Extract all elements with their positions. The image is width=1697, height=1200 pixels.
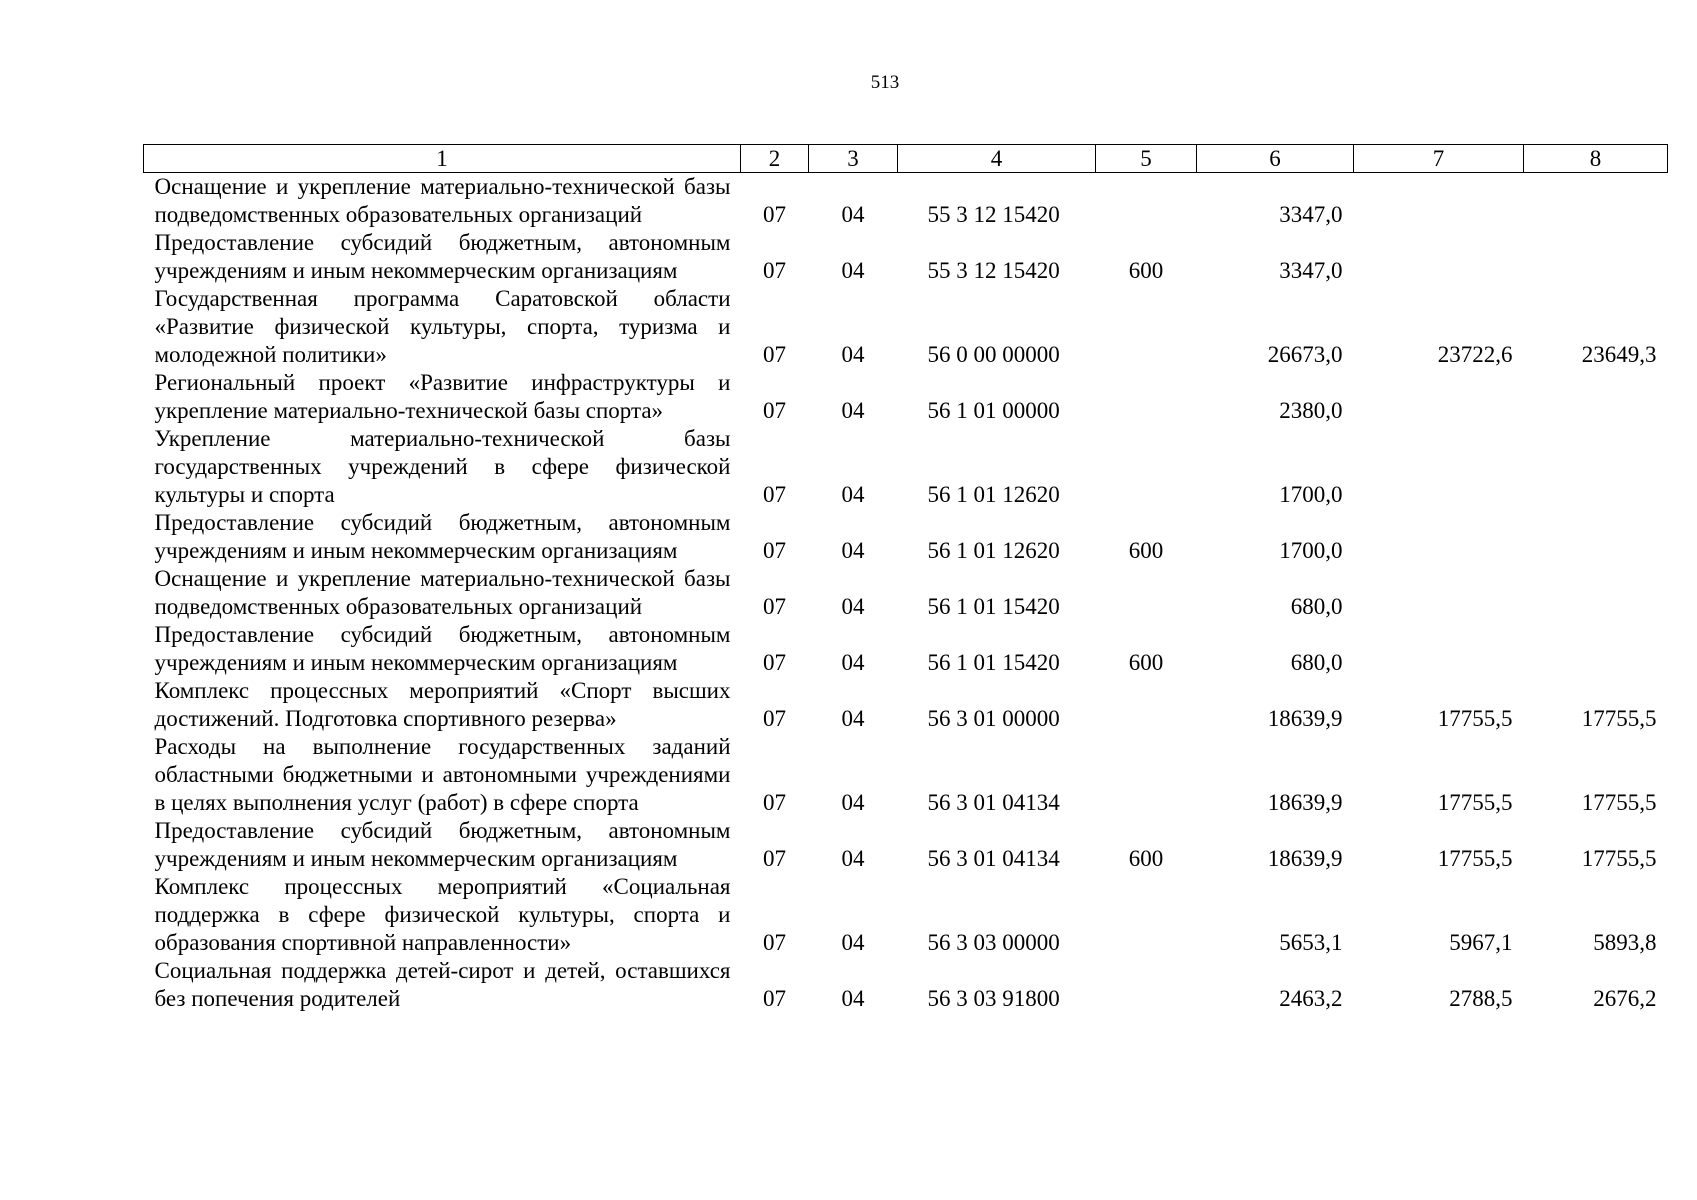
cell-value-8 xyxy=(1524,565,1668,621)
cell-section: 07 xyxy=(763,482,786,507)
cell-expense-type: 600 xyxy=(1128,258,1164,283)
cell-name: Предоставление субсидий бюджетным, автономным учреждениям и иным некоммерческим организациям xyxy=(154,230,731,283)
cell-target-code: 56 3 01 00000 xyxy=(927,706,1060,731)
cell-name: Комплекс процессных мероприятий «Социальная поддержка в сфере физической культуры, спорта и образования спортивной направленности» xyxy=(154,874,731,955)
cell-value-8 xyxy=(1524,425,1668,509)
cell-section: 07 xyxy=(763,398,786,423)
cell-value-6: 680,0 xyxy=(1290,650,1343,675)
cell-value-6: 3347,0 xyxy=(1279,202,1343,227)
cell-target-code: 56 3 03 00000 xyxy=(927,930,1060,955)
cell-value-8 xyxy=(1524,229,1668,285)
cell-value-8 xyxy=(1524,509,1668,565)
cell-expense-type xyxy=(1096,285,1197,369)
table-row xyxy=(144,173,1668,230)
cell-expense-type: 600 xyxy=(1128,846,1164,871)
table-row xyxy=(144,229,1668,285)
cell-subsection: 04 xyxy=(841,986,865,1011)
cell-value-7 xyxy=(1354,369,1524,425)
cell-value-8 xyxy=(1524,621,1668,677)
cell-value-7 xyxy=(1354,173,1524,230)
cell-section: 07 xyxy=(763,202,786,227)
table-row xyxy=(144,817,1668,873)
cell-value-6: 18639,9 xyxy=(1267,846,1343,871)
cell-subsection: 04 xyxy=(841,342,865,367)
column-header-section: 2 xyxy=(741,145,809,173)
cell-value-8: 23649,3 xyxy=(1581,342,1657,367)
cell-value-6: 5653,1 xyxy=(1279,930,1343,955)
cell-name: Социальная поддержка детей-сирот и детей, оставшихся без попечения родителей xyxy=(154,958,731,1011)
cell-target-code: 56 3 01 04134 xyxy=(927,846,1060,871)
table-row xyxy=(144,369,1668,425)
cell-value-7: 17755,5 xyxy=(1437,706,1513,731)
cell-value-7: 17755,5 xyxy=(1437,846,1513,871)
cell-name: Предоставление субсидий бюджетным, автономным учреждениям и иным некоммерческим организациям xyxy=(154,622,731,675)
cell-section: 07 xyxy=(763,706,786,731)
cell-target-code: 56 1 01 15420 xyxy=(927,594,1060,619)
cell-value-6: 1700,0 xyxy=(1279,482,1343,507)
cell-section: 07 xyxy=(763,342,786,367)
cell-value-7 xyxy=(1354,229,1524,285)
cell-section: 07 xyxy=(763,650,786,675)
cell-value-6: 680,0 xyxy=(1290,594,1343,619)
cell-value-7 xyxy=(1354,565,1524,621)
cell-value-6: 2380,0 xyxy=(1279,398,1343,423)
cell-expense-type xyxy=(1096,565,1197,621)
cell-subsection: 04 xyxy=(841,258,865,283)
cell-value-8: 17755,5 xyxy=(1581,790,1657,815)
cell-name: Государственная программа Саратовской области «Развитие физической культуры, спорта, туризма и молодежной политики» xyxy=(154,286,731,367)
cell-expense-type xyxy=(1096,873,1197,957)
cell-target-code: 56 1 01 15420 xyxy=(927,650,1060,675)
cell-value-7: 17755,5 xyxy=(1437,790,1513,815)
cell-subsection: 04 xyxy=(841,594,865,619)
cell-name: Региональный проект «Развитие инфраструктуры и укрепление материально-технической базы спорта» xyxy=(154,370,731,423)
cell-expense-type xyxy=(1096,173,1197,230)
cell-expense-type: 600 xyxy=(1128,650,1164,675)
table-row xyxy=(144,285,1668,369)
cell-subsection: 04 xyxy=(841,538,865,563)
cell-name: Укрепление материально-технической базы государственных учреждений в сфере физической культуры и спорта xyxy=(154,426,731,507)
cell-expense-type: 600 xyxy=(1128,538,1164,563)
cell-value-8: 2676,2 xyxy=(1593,986,1657,1011)
cell-value-7 xyxy=(1354,509,1524,565)
cell-expense-type xyxy=(1096,369,1197,425)
cell-name: Расходы на выполнение государственных заданий областными бюджетными и автономными учреждениями в целях выполнения услуг (работ) в сфере спорта xyxy=(154,734,731,815)
budget-table xyxy=(143,144,1668,1013)
cell-section: 07 xyxy=(763,846,786,871)
header-row xyxy=(144,145,1668,173)
column-header-value-6: 6 xyxy=(1197,145,1354,173)
column-header-value-7: 7 xyxy=(1354,145,1524,173)
cell-value-6: 18639,9 xyxy=(1267,706,1343,731)
cell-subsection: 04 xyxy=(841,398,865,423)
cell-value-7: 23722,6 xyxy=(1437,342,1513,367)
cell-subsection: 04 xyxy=(841,202,865,227)
cell-target-code: 56 3 03 91800 xyxy=(927,986,1060,1011)
cell-value-7: 2788,5 xyxy=(1449,986,1513,1011)
cell-target-code: 56 3 01 04134 xyxy=(927,790,1060,815)
table-row xyxy=(144,565,1668,621)
cell-name: Предоставление субсидий бюджетным, автономным учреждениям и иным некоммерческим организациям xyxy=(154,818,731,871)
cell-value-6: 3347,0 xyxy=(1279,258,1343,283)
table-row xyxy=(144,873,1668,957)
cell-expense-type xyxy=(1096,733,1197,817)
cell-target-code: 55 3 12 15420 xyxy=(927,258,1060,283)
cell-value-7 xyxy=(1354,621,1524,677)
cell-value-7 xyxy=(1354,425,1524,509)
cell-subsection: 04 xyxy=(841,482,865,507)
cell-value-6: 18639,9 xyxy=(1267,790,1343,815)
table-row xyxy=(144,957,1668,1013)
page-number: 513 xyxy=(870,72,900,93)
cell-expense-type xyxy=(1096,677,1197,733)
cell-section: 07 xyxy=(763,986,786,1011)
cell-name: Предоставление субсидий бюджетным, автономным учреждениям и иным некоммерческим организациям xyxy=(154,510,731,563)
table-row xyxy=(144,621,1668,677)
cell-section: 07 xyxy=(763,930,786,955)
cell-value-7: 5967,1 xyxy=(1449,930,1513,955)
table-row xyxy=(144,509,1668,565)
column-header-value-8: 8 xyxy=(1524,145,1668,173)
cell-target-code: 56 0 00 00000 xyxy=(927,342,1060,367)
cell-name: Оснащение и укрепление материально-технической базы подведомственных образовательных организаций xyxy=(154,566,731,619)
cell-section: 07 xyxy=(763,594,786,619)
cell-section: 07 xyxy=(763,790,786,815)
cell-value-8 xyxy=(1524,369,1668,425)
cell-section: 07 xyxy=(763,258,786,283)
cell-subsection: 04 xyxy=(841,930,865,955)
cell-target-code: 56 1 01 12620 xyxy=(927,482,1060,507)
cell-subsection: 04 xyxy=(841,790,865,815)
cell-value-8: 17755,5 xyxy=(1581,846,1657,871)
cell-value-8 xyxy=(1524,173,1668,230)
cell-value-6: 2463,2 xyxy=(1279,986,1343,1011)
cell-value-8: 5893,8 xyxy=(1593,930,1657,955)
cell-value-8: 17755,5 xyxy=(1581,706,1657,731)
table-row xyxy=(144,425,1668,509)
table-row xyxy=(144,677,1668,733)
cell-target-code: 55 3 12 15420 xyxy=(927,202,1060,227)
table-body xyxy=(144,173,1668,1014)
table-row xyxy=(144,733,1668,817)
cell-name: Комплекс процессных мероприятий «Спорт высших достижений. Подготовка спортивного резерва» xyxy=(154,678,731,731)
column-header-target-code: 4 xyxy=(898,145,1096,173)
column-header-name: 1 xyxy=(144,145,741,173)
cell-expense-type xyxy=(1096,957,1197,1013)
cell-target-code: 56 1 01 12620 xyxy=(927,538,1060,563)
cell-section: 07 xyxy=(763,538,786,563)
cell-expense-type xyxy=(1096,425,1197,509)
column-header-expense-type: 5 xyxy=(1096,145,1197,173)
cell-name: Оснащение и укрепление материально-технической базы подведомственных образовательных организаций xyxy=(154,174,731,227)
cell-value-6: 1700,0 xyxy=(1279,538,1343,563)
column-header-subsection: 3 xyxy=(809,145,898,173)
cell-target-code: 56 1 01 00000 xyxy=(927,398,1060,423)
cell-subsection: 04 xyxy=(841,846,865,871)
cell-value-6: 26673,0 xyxy=(1267,342,1343,367)
cell-subsection: 04 xyxy=(841,650,865,675)
cell-subsection: 04 xyxy=(841,706,865,731)
